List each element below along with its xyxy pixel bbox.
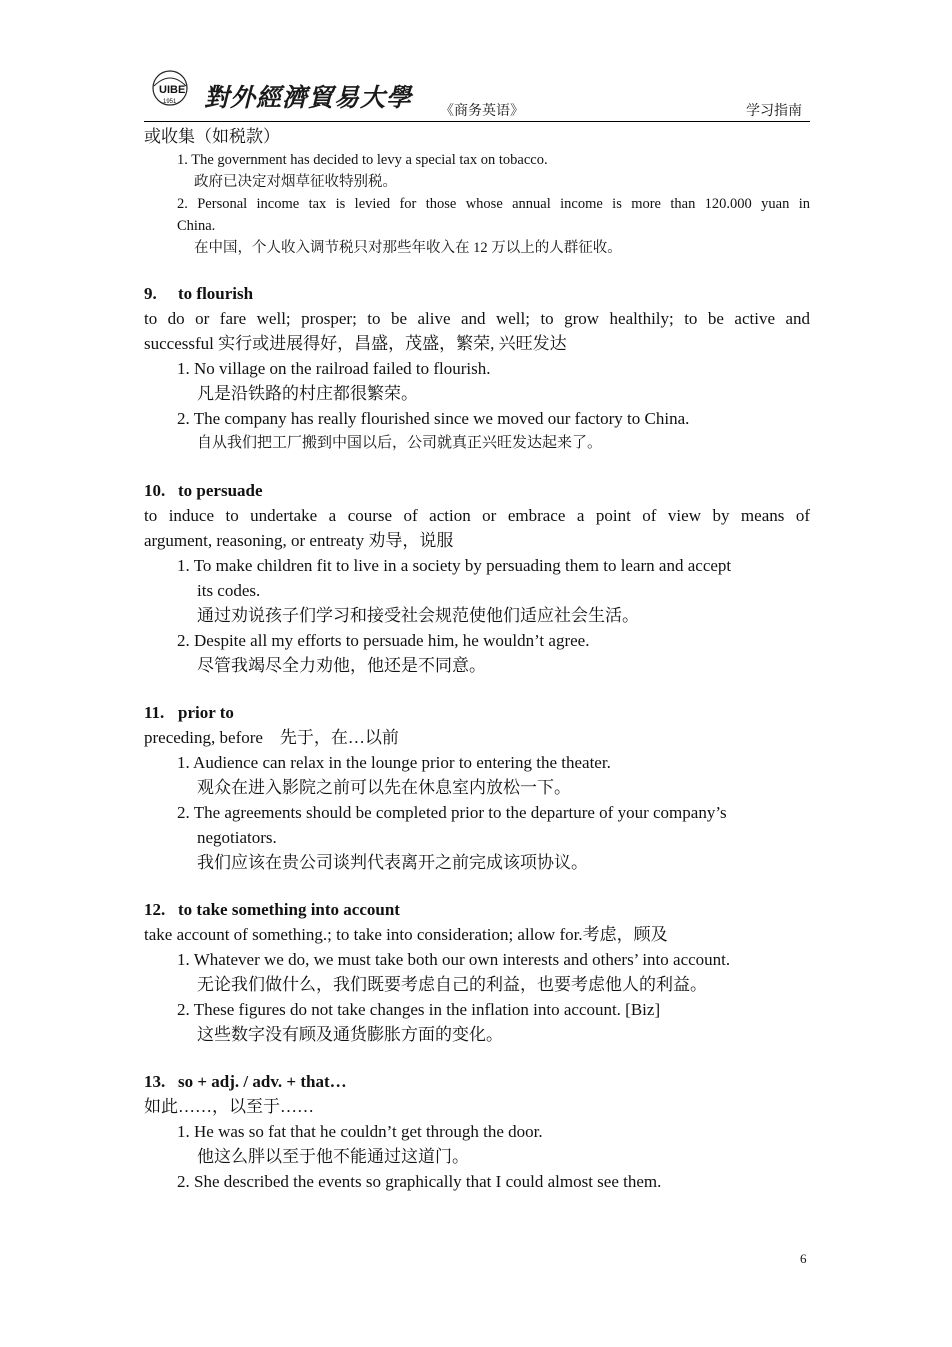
example-en: 2. Despite all my efforts to persuade him, he wouldn’t agree. bbox=[177, 631, 590, 650]
example-en: 2. These figures do not take changes in the inflation into account. [Biz] bbox=[177, 1000, 661, 1019]
university-logo bbox=[146, 66, 198, 110]
entry-definition: to do or fare well; prosper; to be alive and well; to grow healthily; to be active and bbox=[144, 309, 810, 328]
svg-text:1951: 1951 bbox=[163, 99, 177, 105]
entry-heading bbox=[144, 478, 810, 503]
example-en: 2. The agreements should be completed prior to the departure of your company’s bbox=[177, 803, 727, 822]
example-zh: 无论我们做什么，我们既要考虑自己的利益，也要考虑他人的利益。 bbox=[197, 975, 707, 994]
entry-term: to flourish bbox=[178, 284, 254, 303]
example-en-continuation: China. bbox=[177, 218, 216, 234]
header-rule bbox=[144, 121, 810, 122]
entry-term: to persuade bbox=[178, 481, 263, 500]
example-en-continuation: its codes. bbox=[197, 581, 261, 600]
entry-term: so + adj. / adv. + that… bbox=[178, 1072, 347, 1091]
entry-number: 10. bbox=[144, 481, 166, 500]
entry-heading bbox=[144, 700, 810, 725]
example-zh: 凡是沿铁路的村庄都很繁荣。 bbox=[197, 384, 418, 403]
example-en: 2. She described the events so graphically that I could almost see them. bbox=[177, 1172, 662, 1191]
example-zh: 我们应该在贵公司谈判代表离开之前完成该项协议。 bbox=[197, 853, 588, 872]
entry-heading bbox=[144, 897, 810, 922]
example-en-continuation: negotiators. bbox=[197, 828, 277, 847]
entry-definition-continuation: successful 实行或进展得好，昌盛，茂盛，繁荣, 兴旺发达 bbox=[144, 334, 567, 353]
example-zh: 政府已决定对烟草征收特别税。 bbox=[194, 174, 397, 190]
example-en: 1. He was so fat that he couldn’t get through the door. bbox=[177, 1122, 543, 1141]
entry-number: 9. bbox=[144, 284, 157, 303]
example-zh: 他这么胖以至于他不能通过这道门。 bbox=[197, 1147, 469, 1166]
page-number: 6 bbox=[800, 1251, 807, 1266]
example-zh: 通过劝说孩子们学习和接受社会规范使他们适应社会生活。 bbox=[197, 606, 639, 625]
entry-heading bbox=[144, 281, 810, 306]
example-en: 2. Personal income tax is levied for those whose annual income is more than 120.000 yuan in bbox=[177, 196, 810, 212]
page-content bbox=[144, 124, 810, 1194]
guide-label: 学习指南 bbox=[746, 104, 802, 119]
example-en: 1. To make children fit to live in a society by persuading them to learn and accept bbox=[177, 556, 732, 575]
example-en: 1. The government has decided to levy a special tax on tobacco. bbox=[177, 152, 548, 168]
entry-definition: take account of something.; to take into consideration; allow for.考虑，顾及 bbox=[144, 925, 668, 944]
page-header bbox=[144, 66, 810, 122]
example-zh: 自从我们把工厂搬到中国以后，公司就真正兴旺发达起来了。 bbox=[197, 435, 603, 451]
example-en: 1. Whatever we do, we must take both our own interests and others’ into account. bbox=[177, 950, 731, 969]
entry-number: 13. bbox=[144, 1072, 166, 1091]
example-zh: 观众在进入影院之前可以先在休息室内放松一下。 bbox=[197, 778, 571, 797]
example-en: 1. No village on the railroad failed to flourish. bbox=[177, 359, 491, 378]
course-title: 《商务英语》 bbox=[440, 104, 524, 119]
example-en: 1. Audience can relax in the lounge prior to entering the theater. bbox=[177, 753, 611, 772]
university-name: 對外經濟貿易大學 bbox=[204, 85, 413, 112]
svg-text:UIBE: UIBE bbox=[159, 84, 186, 96]
example-zh: 在中国，个人收入调节税只对那些年收入在 12 万以上的人群征收。 bbox=[194, 240, 622, 256]
entry-number: 11. bbox=[144, 703, 165, 722]
entry-definition: 如此……，以至于…… bbox=[144, 1097, 314, 1116]
entry-term: to take something into account bbox=[178, 900, 400, 919]
definition-continuation: 或收集（如税款） bbox=[144, 127, 280, 146]
entry-number: 12. bbox=[144, 900, 166, 919]
entry-definition: preceding, before 先于，在…以前 bbox=[144, 728, 399, 747]
entry-heading bbox=[144, 1069, 810, 1094]
example-zh: 这些数字没有顾及通货膨胀方面的变化。 bbox=[197, 1025, 503, 1044]
entry-definition-continuation: argument, reasoning, or entreaty 劝导，说服 bbox=[144, 531, 454, 550]
example-zh: 尽管我竭尽全力劝他，他还是不同意。 bbox=[197, 656, 486, 675]
example-en: 2. The company has really flourished since we moved our factory to China. bbox=[177, 409, 690, 428]
entry-term: prior to bbox=[178, 703, 234, 722]
entry-definition: to induce to undertake a course of action or embrace a point of view by means of bbox=[144, 506, 810, 525]
